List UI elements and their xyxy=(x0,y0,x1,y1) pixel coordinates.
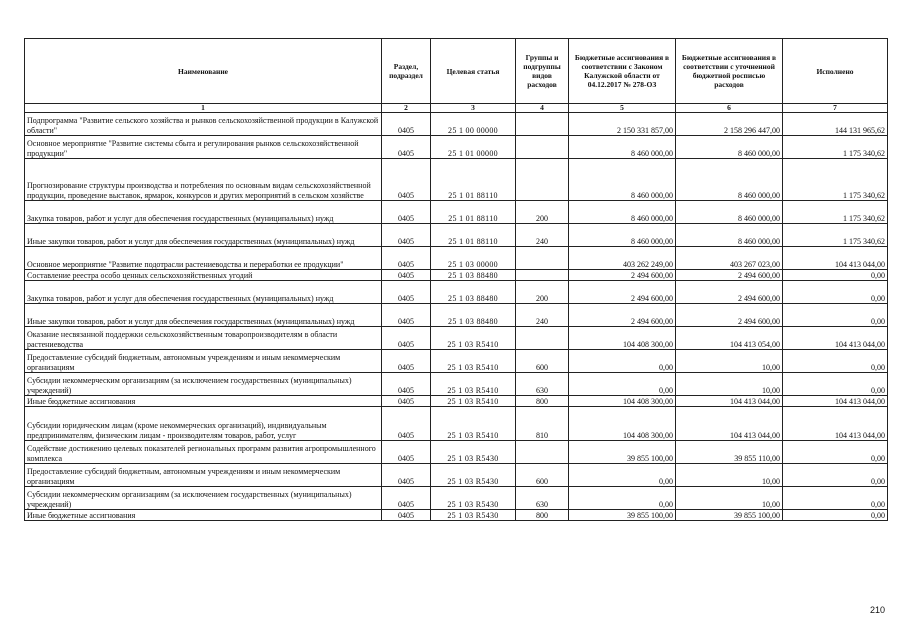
row-refined-budget: 10,00 xyxy=(676,350,783,373)
row-section: 0405 xyxy=(382,136,431,159)
row-expense-group: 240 xyxy=(516,304,569,327)
row-executed: 104 413 044,00 xyxy=(783,407,888,441)
row-refined-budget: 403 267 023,00 xyxy=(676,247,783,270)
row-refined-budget: 2 494 600,00 xyxy=(676,281,783,304)
row-section: 0405 xyxy=(382,247,431,270)
row-law-budget: 8 460 000,00 xyxy=(569,159,676,201)
column-numbers-row xyxy=(25,104,888,113)
row-executed: 1 175 340,62 xyxy=(783,136,888,159)
header-executed: Исполнено xyxy=(783,39,888,104)
row-name: Закупка товаров, работ и услуг для обеспечения государственных (муниципальных) нужд xyxy=(25,201,382,224)
row-expense-group: 800 xyxy=(516,510,569,521)
row-section: 0405 xyxy=(382,270,431,281)
row-executed: 104 413 044,00 xyxy=(783,396,888,407)
row-refined-budget: 10,00 xyxy=(676,487,783,510)
row-law-budget: 0,00 xyxy=(569,487,676,510)
row-target: 25 1 03 R5410 xyxy=(431,396,516,407)
row-expense-group: 200 xyxy=(516,201,569,224)
row-refined-budget: 39 855 100,00 xyxy=(676,510,783,521)
row-law-budget: 8 460 000,00 xyxy=(569,201,676,224)
row-section: 0405 xyxy=(382,441,431,464)
row-expense-group xyxy=(516,113,569,136)
row-executed: 1 175 340,62 xyxy=(783,201,888,224)
row-executed: 0,00 xyxy=(783,270,888,281)
row-name: Составление реестра особо ценных сельскохозяйственных угодий xyxy=(25,270,382,281)
row-executed: 1 175 340,62 xyxy=(783,224,888,247)
row-refined-budget: 8 460 000,00 xyxy=(676,224,783,247)
row-section: 0405 xyxy=(382,159,431,201)
row-law-budget: 0,00 xyxy=(569,373,676,396)
row-target: 25 1 03 R5430 xyxy=(431,510,516,521)
row-executed: 144 131 965,62 xyxy=(783,113,888,136)
row-executed: 0,00 xyxy=(783,487,888,510)
column-number: 5 xyxy=(569,104,676,113)
row-expense-group xyxy=(516,327,569,350)
row-target: 25 1 01 88110 xyxy=(431,159,516,201)
row-expense-group: 630 xyxy=(516,487,569,510)
row-refined-budget: 39 855 110,00 xyxy=(676,441,783,464)
row-section: 0405 xyxy=(382,396,431,407)
row-name: Предоставление субсидий бюджетным, автономным учреждениям и иным некоммерческим организациям xyxy=(25,350,382,373)
row-executed: 0,00 xyxy=(783,281,888,304)
row-refined-budget: 2 494 600,00 xyxy=(676,304,783,327)
table-row xyxy=(25,396,888,407)
row-section: 0405 xyxy=(382,327,431,350)
row-target: 25 1 03 R5430 xyxy=(431,487,516,510)
row-section: 0405 xyxy=(382,201,431,224)
page-number: 210 xyxy=(870,605,886,615)
row-refined-budget: 2 494 600,00 xyxy=(676,270,783,281)
table-row xyxy=(25,136,888,159)
row-refined-budget: 10,00 xyxy=(676,373,783,396)
row-executed: 1 175 340,62 xyxy=(783,159,888,201)
row-name: Субсидии юридическим лицам (кроме некоммерческих организаций), индивидуальным предпринимателям, физическим лицам - производителям товаров, работ, услуг xyxy=(25,407,382,441)
row-target: 25 1 03 88480 xyxy=(431,270,516,281)
row-target: 25 1 03 88480 xyxy=(431,281,516,304)
row-law-budget: 2 494 600,00 xyxy=(569,304,676,327)
row-section: 0405 xyxy=(382,464,431,487)
row-section: 0405 xyxy=(382,487,431,510)
row-law-budget: 39 855 100,00 xyxy=(569,441,676,464)
row-law-budget: 0,00 xyxy=(569,464,676,487)
row-section: 0405 xyxy=(382,373,431,396)
row-executed: 0,00 xyxy=(783,304,888,327)
column-number: 4 xyxy=(516,104,569,113)
row-section: 0405 xyxy=(382,224,431,247)
row-target: 25 1 01 88110 xyxy=(431,201,516,224)
row-target: 25 1 00 00000 xyxy=(431,113,516,136)
row-executed: 104 413 044,00 xyxy=(783,327,888,350)
row-expense-group xyxy=(516,270,569,281)
row-name: Оказание несвязанной поддержки сельскохозяйственным товаропроизводителям в области растениеводства xyxy=(25,327,382,350)
row-name: Субсидии некоммерческим организациям (за исключением государственных (муниципальных) учреждений) xyxy=(25,487,382,510)
row-expense-group: 810 xyxy=(516,407,569,441)
row-refined-budget: 8 460 000,00 xyxy=(676,159,783,201)
row-law-budget: 39 855 100,00 xyxy=(569,510,676,521)
row-refined-budget: 10,00 xyxy=(676,464,783,487)
row-law-budget: 2 150 331 857,00 xyxy=(569,113,676,136)
row-name: Иные закупки товаров, работ и услуг для обеспечения государственных (муниципальных) нужд xyxy=(25,304,382,327)
row-section: 0405 xyxy=(382,304,431,327)
row-law-budget: 2 494 600,00 xyxy=(569,270,676,281)
row-target: 25 1 03 00000 xyxy=(431,247,516,270)
row-name: Содействие достижению целевых показателей региональных программ развития агропромышленного комплекса xyxy=(25,441,382,464)
row-executed: 0,00 xyxy=(783,441,888,464)
table-row xyxy=(25,224,888,247)
row-name: Иные закупки товаров, работ и услуг для обеспечения государственных (муниципальных) нужд xyxy=(25,224,382,247)
row-refined-budget: 104 413 044,00 xyxy=(676,396,783,407)
row-name: Основное мероприятие "Развитие подотрасли растениеводства и переработки ее продукции" xyxy=(25,247,382,270)
row-section: 0405 xyxy=(382,510,431,521)
column-number: 3 xyxy=(431,104,516,113)
row-law-budget: 104 408 300,00 xyxy=(569,396,676,407)
row-law-budget: 0,00 xyxy=(569,350,676,373)
table-body xyxy=(25,113,888,521)
column-number: 6 xyxy=(676,104,783,113)
row-name: Иные бюджетные ассигнования xyxy=(25,510,382,521)
row-law-budget: 104 408 300,00 xyxy=(569,327,676,350)
row-refined-budget: 104 413 044,00 xyxy=(676,407,783,441)
row-executed: 104 413 044,00 xyxy=(783,247,888,270)
column-number: 1 xyxy=(25,104,382,113)
row-law-budget: 104 408 300,00 xyxy=(569,407,676,441)
row-executed: 0,00 xyxy=(783,464,888,487)
table-row xyxy=(25,510,888,521)
header-name: Наименование xyxy=(25,39,382,104)
row-expense-group: 200 xyxy=(516,281,569,304)
table-row xyxy=(25,487,888,510)
row-executed: 0,00 xyxy=(783,373,888,396)
row-target: 25 1 03 88480 xyxy=(431,304,516,327)
row-target: 25 1 03 R5410 xyxy=(431,327,516,350)
table-row xyxy=(25,247,888,270)
column-number: 2 xyxy=(382,104,431,113)
row-section: 0405 xyxy=(382,407,431,441)
row-executed: 0,00 xyxy=(783,510,888,521)
table-row xyxy=(25,464,888,487)
budget-table xyxy=(24,38,888,521)
row-target: 25 1 03 R5430 xyxy=(431,464,516,487)
row-name: Предоставление субсидий бюджетным, автономным учреждениям и иным некоммерческим организациям xyxy=(25,464,382,487)
table-row xyxy=(25,441,888,464)
table-row xyxy=(25,159,888,201)
table-row xyxy=(25,201,888,224)
row-target: 25 1 03 R5430 xyxy=(431,441,516,464)
row-target: 25 1 03 R5410 xyxy=(431,407,516,441)
table-row xyxy=(25,270,888,281)
table-row xyxy=(25,373,888,396)
row-expense-group: 240 xyxy=(516,224,569,247)
column-number: 7 xyxy=(783,104,888,113)
row-expense-group xyxy=(516,136,569,159)
row-expense-group xyxy=(516,441,569,464)
row-section: 0405 xyxy=(382,113,431,136)
row-law-budget: 403 262 249,00 xyxy=(569,247,676,270)
header-section: Раздел, подраздел xyxy=(382,39,431,104)
row-target: 25 1 03 R5410 xyxy=(431,350,516,373)
table-row xyxy=(25,327,888,350)
row-expense-group: 630 xyxy=(516,373,569,396)
row-law-budget: 2 494 600,00 xyxy=(569,281,676,304)
row-expense-group: 600 xyxy=(516,464,569,487)
row-name: Субсидии некоммерческим организациям (за исключением государственных (муниципальных) учреждений) xyxy=(25,373,382,396)
row-refined-budget: 2 158 296 447,00 xyxy=(676,113,783,136)
row-refined-budget: 104 413 054,00 xyxy=(676,327,783,350)
row-name: Подпрограмма "Развитие сельского хозяйства и рынков сельскохозяйственной продукции в Калужской области" xyxy=(25,113,382,136)
table-row xyxy=(25,113,888,136)
table-row xyxy=(25,407,888,441)
header-expense-group: Группы и подгруппы видов расходов xyxy=(516,39,569,104)
row-name: Закупка товаров, работ и услуг для обеспечения государственных (муниципальных) нужд xyxy=(25,281,382,304)
row-executed: 0,00 xyxy=(783,350,888,373)
row-expense-group: 600 xyxy=(516,350,569,373)
row-name: Прогнозирование структуры производства и потребления по основным видам сельскохозяйственной продукции, проведение выставок, ярмарок, конкурсов и других мероприятий в сельском хозяйстве xyxy=(25,159,382,201)
row-expense-group xyxy=(516,159,569,201)
row-law-budget: 8 460 000,00 xyxy=(569,136,676,159)
row-name: Основное мероприятие "Развитие системы сбыта и регулирования рынков сельскохозяйственной продукции" xyxy=(25,136,382,159)
row-target: 25 1 01 88110 xyxy=(431,224,516,247)
row-target: 25 1 01 00000 xyxy=(431,136,516,159)
table-header xyxy=(25,39,888,113)
row-expense-group xyxy=(516,247,569,270)
header-refined-budget: Бюджетные ассигнования в соответствии с уточненной бюджетной росписью расходов xyxy=(676,39,783,104)
row-expense-group: 800 xyxy=(516,396,569,407)
header-target: Целевая статья xyxy=(431,39,516,104)
row-refined-budget: 8 460 000,00 xyxy=(676,136,783,159)
row-name: Иные бюджетные ассигнования xyxy=(25,396,382,407)
row-target: 25 1 03 R5410 xyxy=(431,373,516,396)
table-row xyxy=(25,350,888,373)
row-refined-budget: 8 460 000,00 xyxy=(676,201,783,224)
header-law-budget: Бюджетные ассигнования в соответствии с Законом Калужской области от 04.12.2017 № 278-ОЗ xyxy=(569,39,676,104)
table-row xyxy=(25,281,888,304)
row-section: 0405 xyxy=(382,281,431,304)
row-law-budget: 8 460 000,00 xyxy=(569,224,676,247)
table-row xyxy=(25,304,888,327)
row-section: 0405 xyxy=(382,350,431,373)
